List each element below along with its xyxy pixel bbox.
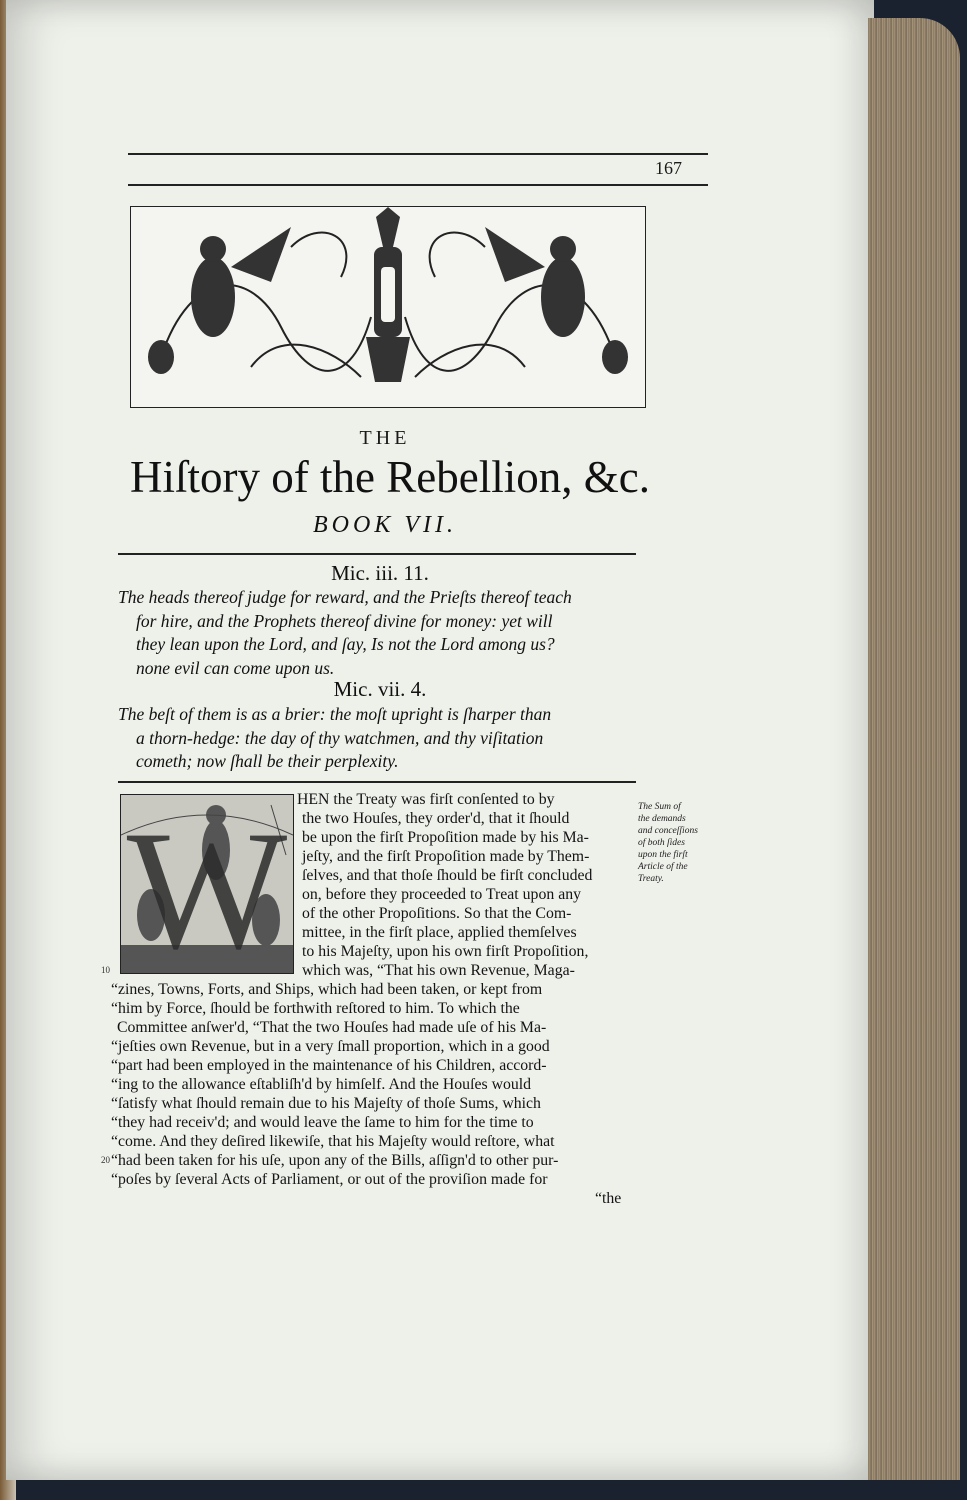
note-line: of both ſides [638,838,685,848]
verse-line: they lean upon the Lord, and ſay, Is not the Lord among us? [136,634,555,654]
text-line: HEN the Treaty was firſt conſented to by [297,791,555,808]
heading-the: THE [359,427,411,449]
text-line: “had been taken for his uſe, upon any of the Bills, aſſign'd to other pur- [111,1152,559,1169]
text-line: “him by Force, ſhould be forthwith reſtored to him. To which the [111,1000,520,1017]
main-title: Hiſtory of the Rebellion, &c. [130,452,650,502]
verse-line: a thorn-hedge: the day of thy watchmen, and thy viſitation [136,727,544,748]
epigraph-reference: Mic. iii. 11. [331,561,429,585]
drop-cap-illustration [120,794,294,974]
drop-cap-letter: W [126,796,288,974]
line-number: 10 [101,965,110,975]
epigraph-verse [118,586,648,680]
text-line: “they had receiv'd; and would leave the ſame to him for the time to [111,1114,534,1131]
text-line: mittee, in the firſt place, applied themſelves [302,924,577,941]
verse-line: cometh; now ſhall be their perplexity. [136,751,399,771]
text-line: “zines, Towns, Forts, and Ships, which had been taken, or kept from [111,981,543,998]
text-line: “ſatisfy what ſhould remain due to his Majeſty of thoſe Sums, which [111,1095,541,1112]
text-line: “jeſties own Revenue, but in a very ſmall proportion, which in a good [111,1038,550,1055]
note-line: Treaty. [638,874,664,884]
catchword: “the [595,1190,622,1207]
text-line: “ing to the allowance eſtabliſh'd by himſelf. And the Houſes would [111,1076,532,1093]
title-rule [118,553,636,555]
header-rule-lower [128,184,708,186]
text-line: jeſty, and the firſt Propoſition made by Them- [302,848,590,865]
text-line: the two Houſes, they order'd, that it ſhould [302,810,570,827]
epigraph-rule [118,781,636,783]
text-line: “poſes by ſeveral Acts of Parliament, or out of the proviſion made for [111,1171,548,1188]
note-line: upon the firſt [638,850,688,860]
verse-line: The beſt of them is as a brier: the moſt upright is ſharper than [118,704,552,724]
page-number: 167 [655,158,682,178]
epigraph-reference: Mic. vii. 4. [333,677,427,701]
ornamental-headpiece [130,206,646,408]
header-rule [128,153,708,155]
book-title: BOOK VII. [313,512,457,538]
text-line: of the other Propoſitions. So that the Com- [302,905,572,922]
text-line: which was, “That his own Revenue, Maga- [302,962,575,979]
line-number: 20 [101,1155,110,1165]
verse-line: for hire, and the Prophets thereof divine for money: yet will [136,610,553,631]
note-line: the demands [638,814,686,824]
text-line: to his Majeſty, upon his own firſt Propoſition, [302,943,589,960]
note-line: The Sum of [638,802,681,812]
verse-line: The heads thereof judge for reward, and the Prieſts thereof teach [118,587,572,607]
text-line: ſelves, and that thoſe ſhould be firſt concluded [302,867,593,884]
text-line: “come. And they deſired likewiſe, that his Majeſty would reſtore, what [111,1133,555,1150]
text-line: on, before they proceeded to Treat upon any [302,886,581,903]
note-line: and conceſſions [638,826,698,836]
marginal-note [638,801,708,885]
epigraph-verse [118,703,648,774]
text-line: be upon the firſt Propoſition made by his Ma- [302,829,589,846]
note-line: Article of the [638,862,688,872]
text-line: “part had been employed in the maintenance of his Children, accord- [111,1057,547,1074]
verse-line: none evil can come upon us. [136,657,335,678]
text-line: Committee anſwer'd, “That the two Houſes had made uſe of his Ma- [117,1019,547,1036]
headpiece-engraving [131,207,645,407]
page-edges [868,18,960,1480]
